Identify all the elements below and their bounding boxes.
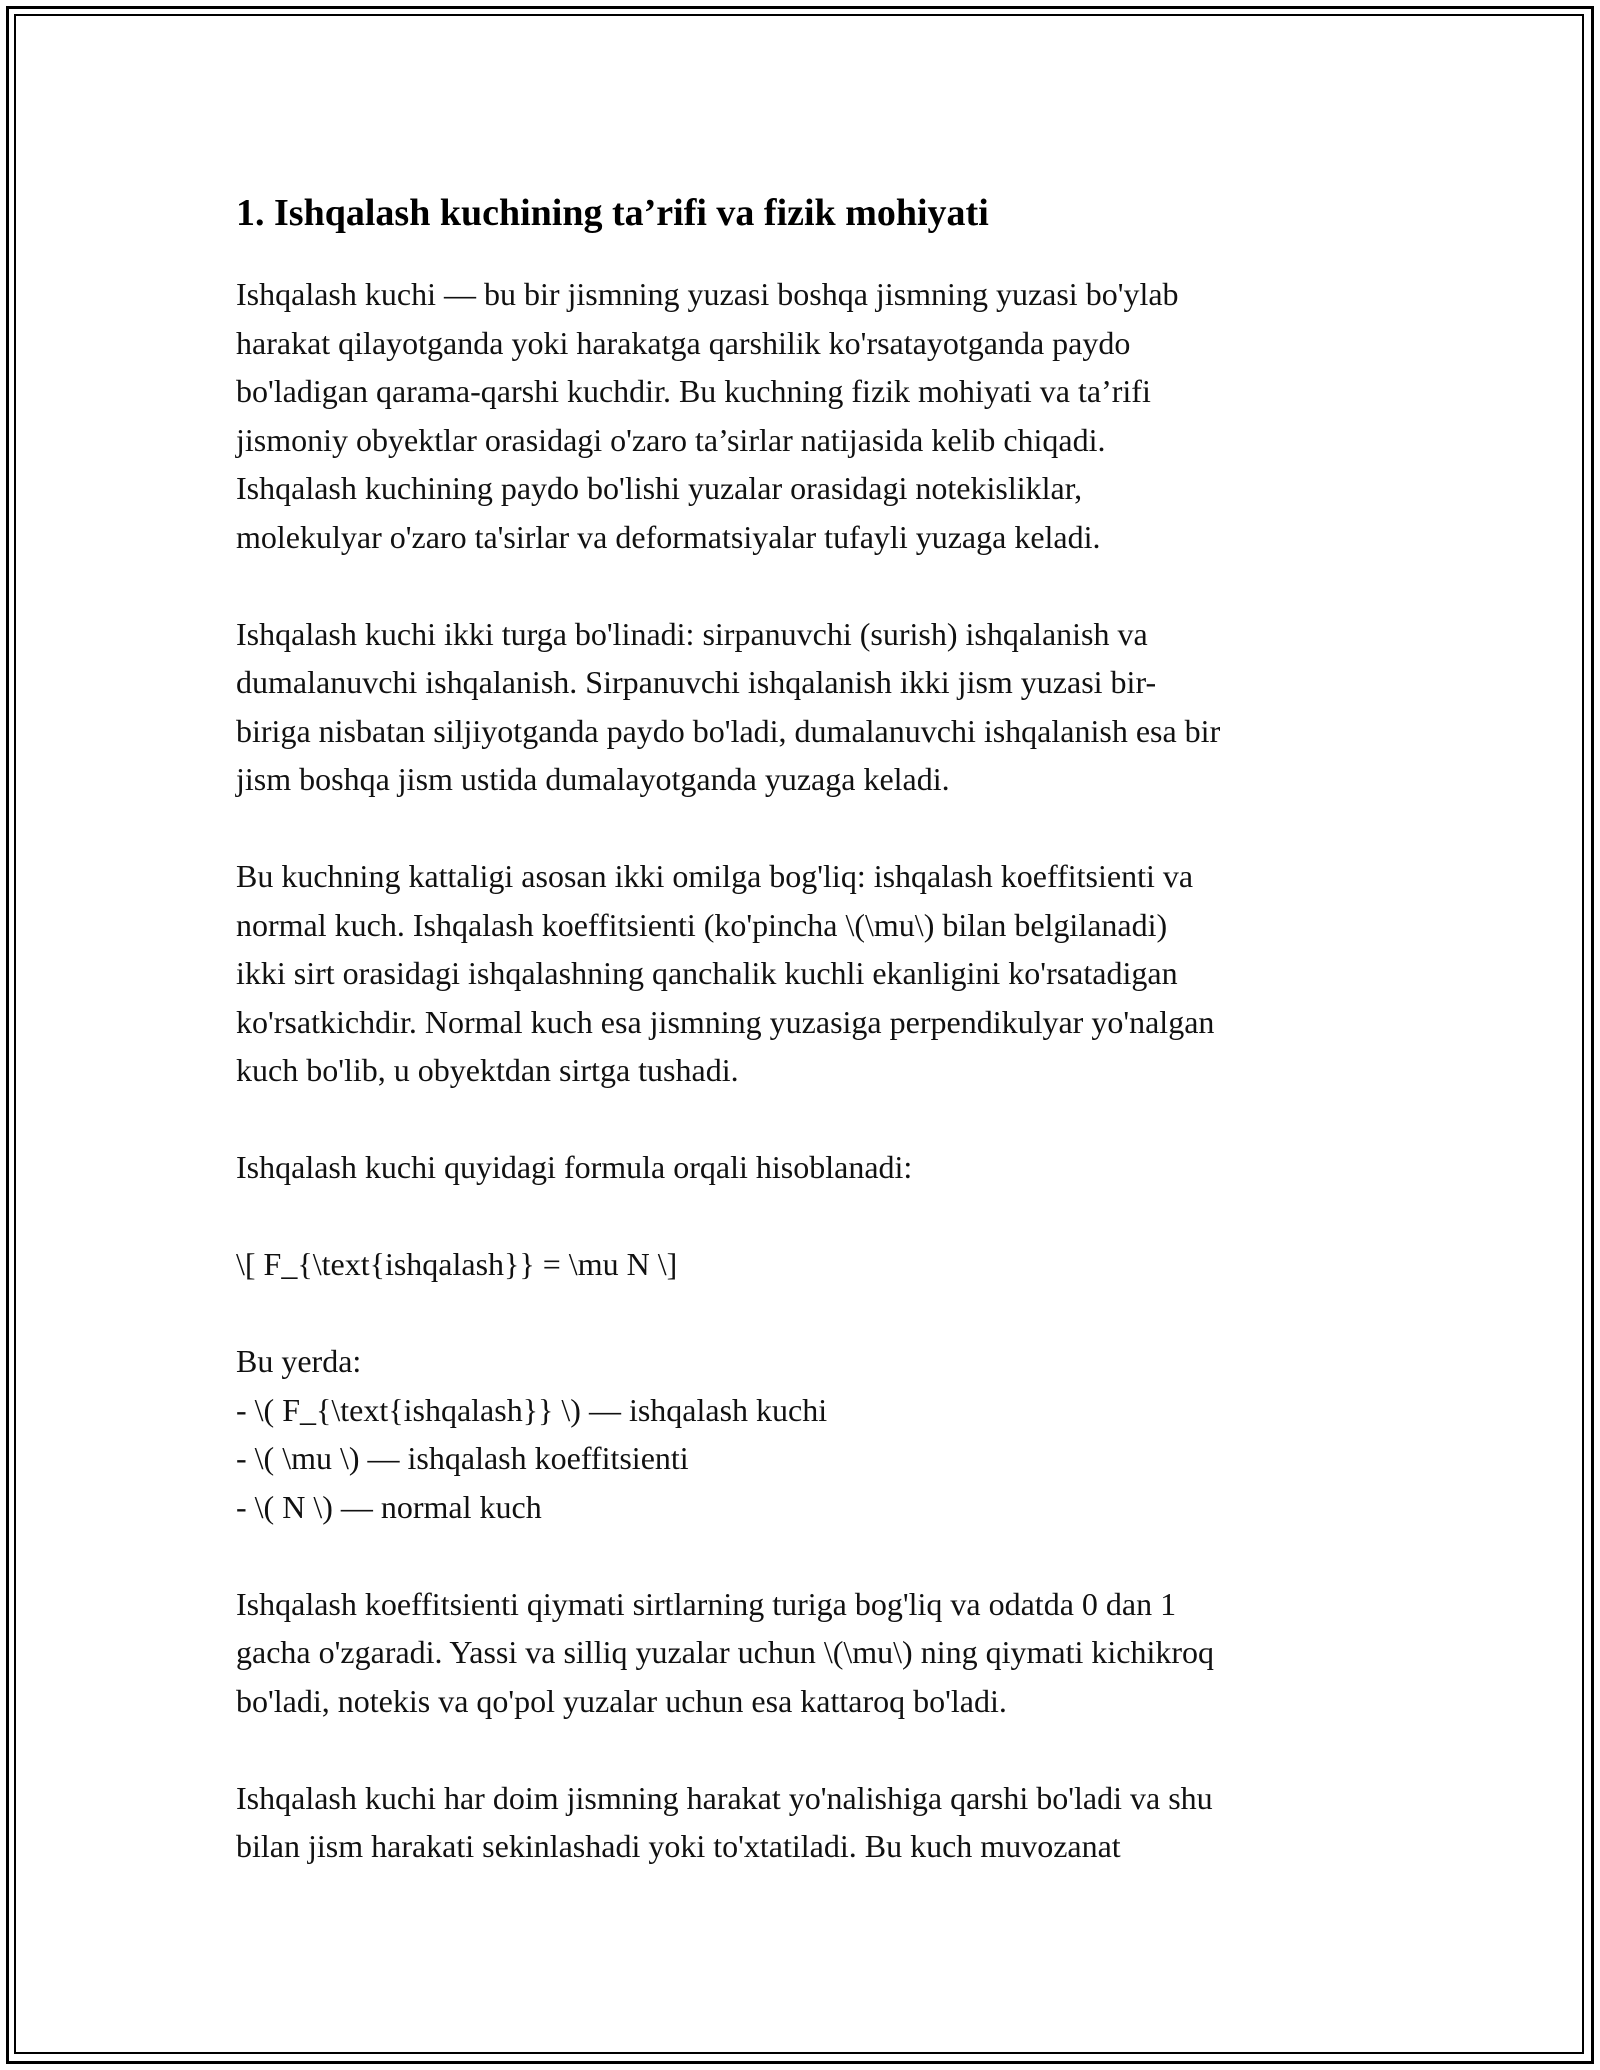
friction-formula: \[ F_{\text{ishqalash}} = \mu N \] (236, 1246, 678, 1282)
document-page (236, 186, 1376, 1919)
legend-item-normal-force: - \( N \) — normal kuch (236, 1488, 542, 1525)
paragraph-types: Ishqalash kuchi ikki turga bo'linadi: sirpanuvchi (surish) ishqalanish va dumalanuvchi ishqalanish. Sirpanuvchi ishqalanish ikki jism yuzasi bir- biriga nisbatan siljiyotganda paydo bo'ladi, dumalanuvchi ishqalanish esa bir jism boshqa jism ustida dumalayotganda yuzaga keladi. (236, 615, 1221, 797)
paragraph-definition: Ishqalash kuchi — bu bir jismning yuzasi boshqa jismning yuzasi bo'ylab harakat qilayotganda yoki harakatga qarshilik ko'rsatayotganda paydo bo'ladigan qarama-qarshi kuchdir. Bu kuchning fizik mohiyati va ta’rifi jismoniy obyektlar orasidagi o'zaro ta’sirlar natijasida kelib chiqadi. Ishqalash kuchining paydo bo'lishi yuzalar orasidagi notekisliklar, molekulyar o'zaro ta'sirlar va deformatsiyalar tufayli yuzaga keladi. (236, 276, 1179, 555)
legend-item-force: - \( F_{\text{ishqalash}} \) — ishqalash kuchi (236, 1391, 828, 1428)
section-heading: 1. Ishqalash kuchining ta’rifi va fizik mohiyati (236, 192, 989, 234)
legend-item-coefficient: - \( \mu \) — ishqalash koeffitsienti (236, 1440, 689, 1476)
paragraph-coefficient-range: Ishqalash koeffitsienti qiymati sirtlarning turiga bog'liq va odatda 0 dan 1 gacha o'zgaradi. Yassi va silliq yuzalar uchun \(\mu\) ning qiymati kichikroq bo'ladi, notekis va qo'pol yuzalar uchun esa kattaroq bo'ladi. (236, 1585, 1214, 1719)
paragraph-magnitude: Bu kuchning kattaligi asosan ikki omilga bog'liq: ishqalash koeffitsienti va normal kuch. Ishqalash koeffitsienti (ko'pincha \(\mu\) bilan belgilanadi) ikki sirt orasidagi ishqalashning qanchalik kuchli ekanligini ko'rsatadigan ko'rsatkichdir. Normal kuch esa jismning yuzasiga perpendikulyar yo'nalgan kuch bo'lib, u obyektdan sirtga tushadi. (236, 858, 1215, 1088)
paragraph-direction: Ishqalash kuchi har doim jismning harakat yo'nalishiga qarshi bo'ladi va shu bilan jism harakati sekinlashadi yoki to'xtatiladi. Bu kuch muvozanat (236, 1779, 1213, 1864)
legend-intro: Bu yerda: (236, 1343, 362, 1379)
formula-legend (236, 1337, 1376, 1531)
paragraph-formula-intro: Ishqalash kuchi quyidagi formula orqali hisoblanadi: (236, 1149, 913, 1185)
